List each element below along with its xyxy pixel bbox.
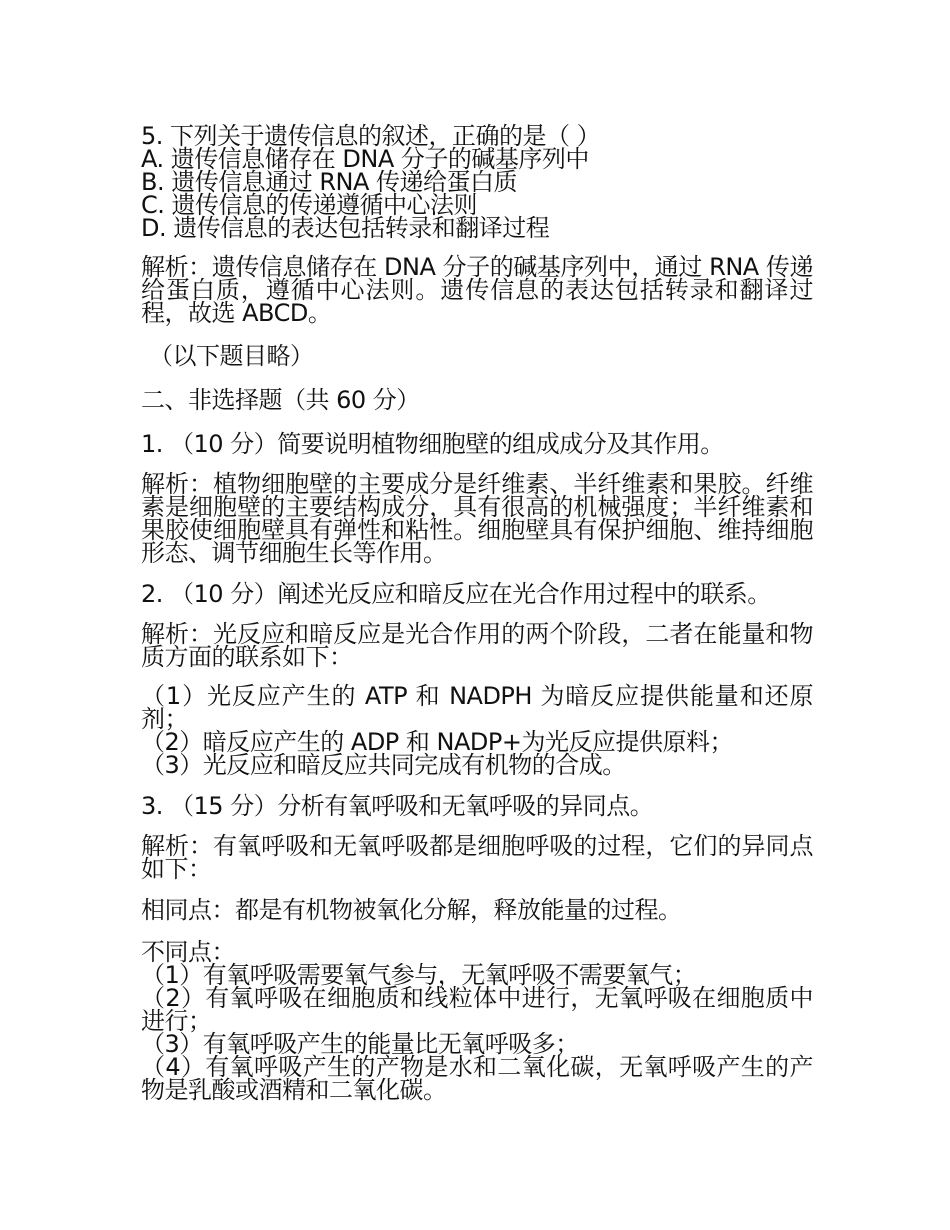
- difference-label: 不同点：: [141, 938, 235, 966]
- option-b: B. 遗传信息通过 RNA 传递给蛋白质: [141, 168, 518, 196]
- difference-2: （2）有氧呼吸在细胞质和线粒体中进行，无氧呼吸在细胞质中进行；: [141, 984, 813, 1035]
- question-2-points: [141, 682, 813, 779]
- point-1: （1）光反应产生的 ATP 和 NADPH 为暗反应提供能量和还原剂；: [141, 682, 813, 733]
- option-a: A. 遗传信息储存在 DNA 分子的碱基序列中: [141, 145, 589, 173]
- question-5-analysis: 解析：遗传信息储存在 DNA 分子的碱基序列中，通过 RNA 传递给蛋白质，遵循中心法则。遗传信息的表达包括转录和翻译过程，故选 ABCD。: [141, 253, 813, 327]
- point-3: （3）光反应和暗反应共同完成有机物的合成。: [141, 751, 626, 779]
- difference-4: （4）有氧呼吸产生的产物是水和二氧化碳，无氧呼吸产生的产物是乳酸或酒精和二氧化碳。: [141, 1053, 813, 1104]
- question-5: [141, 122, 813, 242]
- question-1-stem: 1. （10 分）简要说明植物细胞壁的组成成分及其作用。: [141, 430, 724, 458]
- question-3-analysis: 解析：有氧呼吸和无氧呼吸都是细胞呼吸的过程，它们的异同点如下：: [141, 832, 813, 883]
- option-d: D. 遗传信息的表达包括转录和翻译过程: [141, 214, 550, 242]
- question-3-differences: [141, 938, 813, 1104]
- difference-3: （3）有氧呼吸产生的能量比无氧呼吸多；: [141, 1030, 579, 1058]
- question-3-stem: 3. （15 分）分析有氧呼吸和无氧呼吸的异同点。: [141, 792, 654, 820]
- question-1-analysis: 解析：植物细胞壁的主要成分是纤维素、半纤维素和果胶。纤维素是细胞壁的主要结构成分，具有很高的机械强度；半纤维素和果胶使细胞壁具有弹性和粘性。细胞壁具有保护细胞、维持细胞形态、调节细胞生长等作用。: [141, 470, 813, 567]
- omitted-note: （以下题目略）: [149, 342, 314, 370]
- document-body: [141, 122, 813, 1104]
- question-3-similarity: 相同点：都是有机物被氧化分解，释放能量的过程。: [141, 896, 682, 924]
- question-stem: 5. 下列关于遗传信息的叙述，正确的是（ ）: [141, 122, 601, 150]
- section-title: 二、非选择题（共 60 分）: [141, 386, 420, 414]
- difference-1: （1）有氧呼吸需要氧气参与，无氧呼吸不需要氧气；: [141, 961, 697, 989]
- option-c: C. 遗传信息的传递遵循中心法则: [141, 191, 478, 219]
- question-2-stem: 2. （10 分）阐述光反应和暗反应在光合作用过程中的联系。: [141, 580, 771, 608]
- point-2: （2）暗反应产生的 ADP 和 NADP+为光反应提供原料；: [141, 728, 733, 756]
- question-2-analysis: 解析：光反应和暗反应是光合作用的两个阶段，二者在能量和物质方面的联系如下：: [141, 620, 813, 671]
